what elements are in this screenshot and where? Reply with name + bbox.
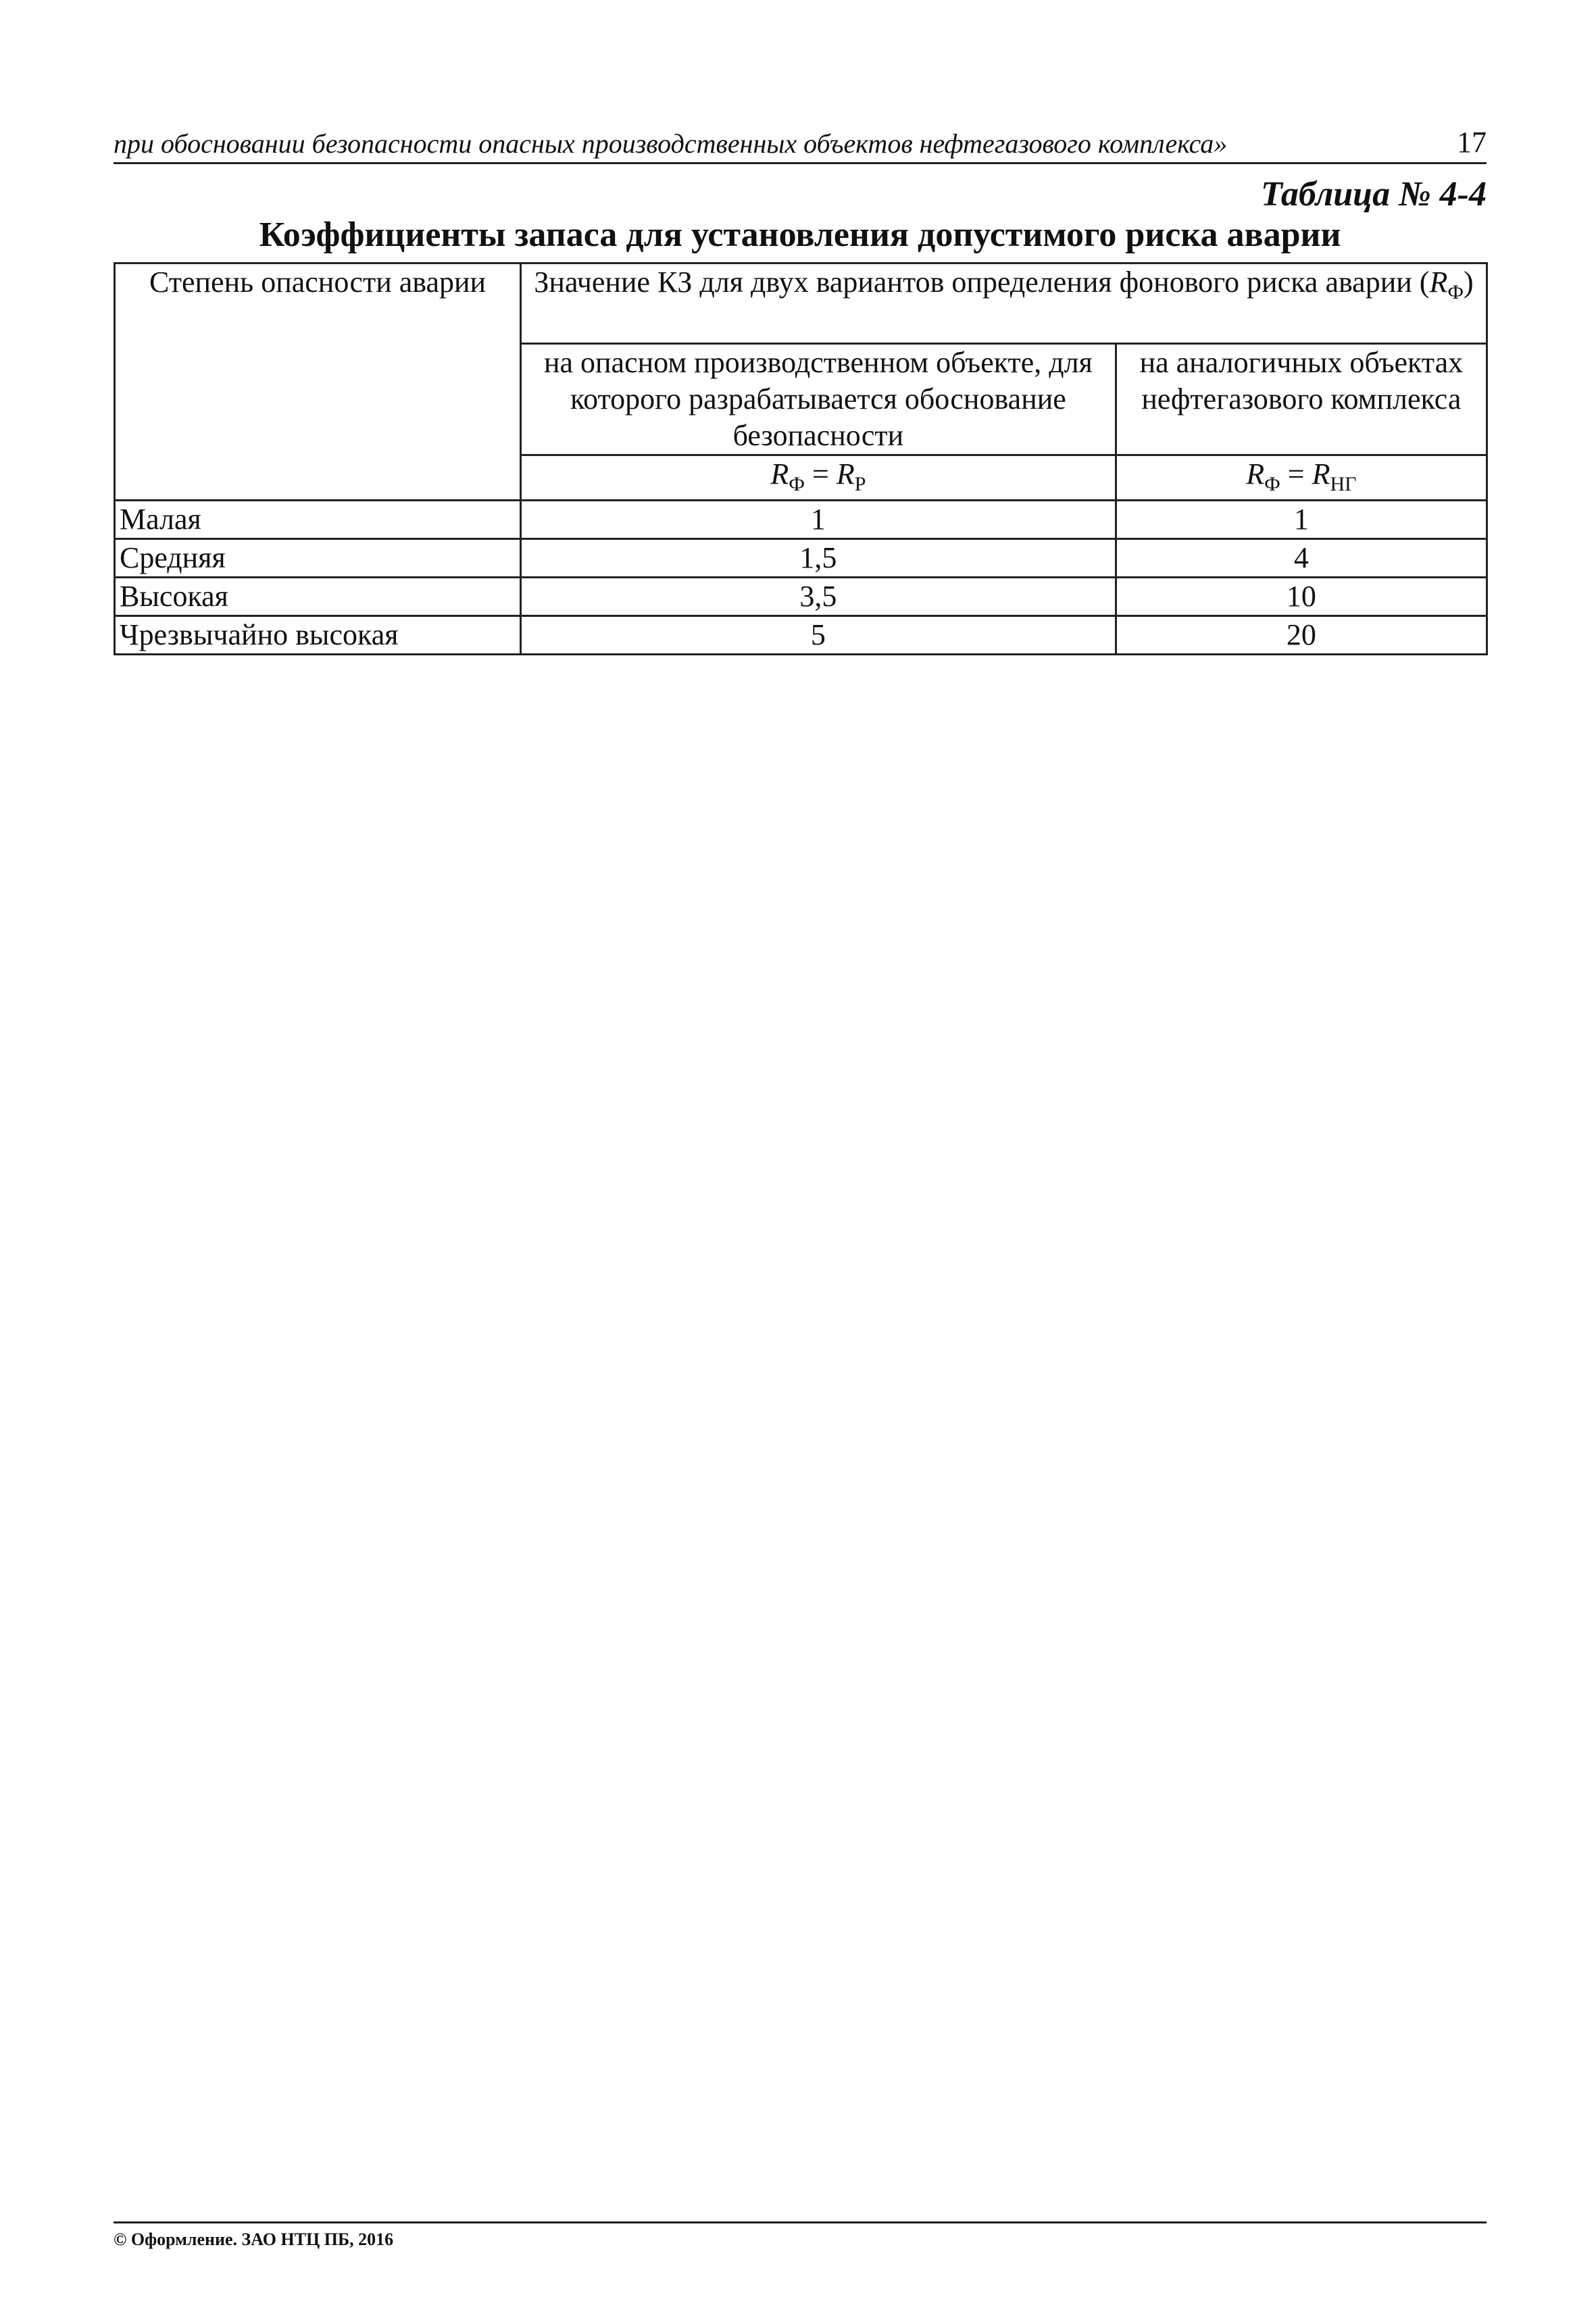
subheader-own-facility: на опасном производственном объекте, для которого разрабатывается обоснование безопасности bbox=[521, 344, 1116, 455]
footer-divider bbox=[114, 2221, 1487, 2223]
header-group-symbol: R bbox=[1429, 266, 1448, 299]
running-header bbox=[114, 120, 1487, 164]
formula-similar-facilities: $R_Ф = R_{НГ}$ bbox=[1116, 455, 1487, 501]
value-own-cell: 1,5 bbox=[521, 539, 1116, 578]
value-own-cell: 5 bbox=[521, 616, 1116, 655]
degree-cell: Чрезвычайно высокая bbox=[115, 616, 521, 655]
table-title: Коэффициенты запаса для установления допустимого риска аварии bbox=[259, 216, 1341, 254]
value-similar-cell: 1 bbox=[1116, 501, 1487, 539]
footer-copyright: © Оформление. ЗАО НТЦ ПБ, 2016 bbox=[114, 2230, 394, 2249]
header-group bbox=[521, 263, 1487, 344]
value-own-cell: 1 bbox=[521, 501, 1116, 539]
table-row bbox=[115, 616, 1487, 655]
subheader-similar-facilities: на аналогичных объектах нефтегазового комплекса bbox=[1116, 344, 1487, 455]
header-group-sub: Ф bbox=[1447, 280, 1464, 303]
header-group-text: Значение КЗ для двух вариантов определения фонового риска аварии ( bbox=[534, 266, 1430, 299]
table-number: Таблица № 4-4 bbox=[1261, 175, 1487, 213]
formula-own-facility: $R_Ф = R_Р$ bbox=[521, 455, 1116, 501]
value-similar-cell: 4 bbox=[1116, 539, 1487, 578]
degree-cell: Малая bbox=[115, 501, 521, 539]
coefficients-table bbox=[114, 262, 1488, 655]
value-similar-cell: 10 bbox=[1116, 578, 1487, 616]
degree-cell: Средняя bbox=[115, 539, 521, 578]
value-own-cell: 3,5 bbox=[521, 578, 1116, 616]
table-row bbox=[115, 501, 1487, 539]
table-row bbox=[115, 578, 1487, 616]
running-title: при обосновании безопасности опасных производственных объектов нефтегазового комплекса» bbox=[114, 128, 1228, 159]
degree-cell: Высокая bbox=[115, 578, 521, 616]
table-row bbox=[115, 539, 1487, 578]
header-group-close: ) bbox=[1464, 266, 1474, 299]
header-degree: Степень опасности аварии bbox=[115, 263, 521, 501]
page-number: 17 bbox=[1457, 126, 1487, 159]
value-similar-cell: 20 bbox=[1116, 616, 1487, 655]
